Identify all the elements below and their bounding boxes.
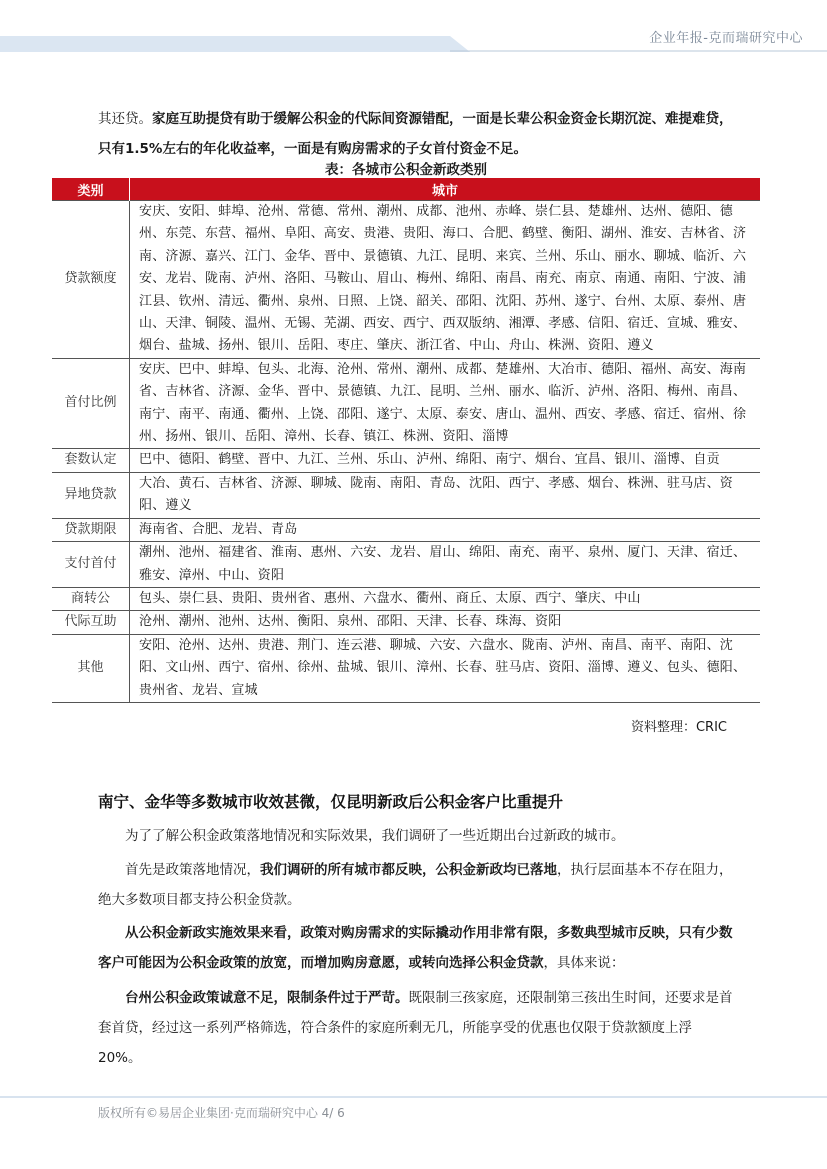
row-cities: 安庆、安阳、蚌埠、沧州、常德、常州、潮州、成都、池州、赤峰、崇仁县、楚雄州、达州、德阳、德州、东莞、东营、福州、阜阳、高安、贵港、贵阳、海口、合肥、鹤壁、衡阳、湖州、淮安、吉林省、济南、济源、嘉兴、江门、金华、晋中、景德镇、九江、昆明、来宾、兰州、乐山、丽水、聊城、临沂、六安、龙岩、陇南、泸州、洛阳、马鞍山、眉山、梅州、绵阳、南昌、南充、南京、南通、南阳、宁波、浦江县、钦州、清远、衢州、泉州、日照、上饶、韶关、邵阳、沈阳、苏州、遂宁、台州、太原、泰州、唐山、天津、铜陵、温州、无锡、芜湖、西安、西宁、西双版纳、湘潭、孝感、信阳、宿迁、宣城、雅安、烟台、盐城、扬州、银川、岳阳、枣庄、肇庆、浙江省、中山、舟山、株洲、资阳、遵义 — [130, 201, 761, 359]
table-row — [52, 449, 760, 472]
footer-copyright: 版权所有©易居企业集团·克而瑞研究中心 4/ 6 — [98, 1106, 345, 1120]
intro-bold: 家庭互助提贷有助于缓解公积金的代际间资源错配，一面是长辈公积金资金长期沉淀、难提难贷，只有1.5%左右的年化收益率，一面是有购房需求的子女首付资金不足。 — [98, 111, 733, 157]
row-category: 贷款期限 — [52, 518, 130, 541]
table-row — [52, 587, 760, 610]
table-source: 资料整理：CRIC — [630, 720, 727, 735]
table-header-row — [52, 178, 760, 201]
header-title: 企业年报-克而瑞研究中心 — [649, 31, 803, 46]
intro-paragraph — [98, 104, 738, 164]
intro-plain: 其还贷。 — [98, 111, 152, 127]
row-category: 其他 — [52, 634, 130, 702]
table-row — [52, 472, 760, 518]
row-cities: 潮州、池州、福建省、淮南、惠州、六安、龙岩、眉山、绵阳、南充、南平、泉州、厦门、天津、宿迁、雅安、漳州、中山、资阳 — [130, 542, 761, 588]
header-category: 类别 — [52, 178, 130, 201]
table-row — [52, 542, 760, 588]
row-cities: 包头、崇仁县、贵阳、贵州省、惠州、六盘水、衢州、商丘、太原、西宁、肇庆、中山 — [130, 587, 761, 610]
footer-divider — [0, 1096, 827, 1098]
header-cities: 城市 — [130, 178, 761, 201]
paragraph-4 — [98, 983, 738, 1073]
row-cities: 海南省、合肥、龙岩、青岛 — [130, 518, 761, 541]
p3-bold: 从公积金新政实施效果来看，政策对购房需求的实际撬动作用非常有限，多数典型城市反映，只有少数客户可能因为公积金政策的放宽，而增加购房意愿，或转向选择公积金贷款 — [98, 925, 733, 971]
row-cities: 沧州、潮州、池州、达州、衡阳、泉州、邵阳、天津、长春、珠海、资阳 — [130, 611, 761, 634]
paragraph-3 — [98, 918, 738, 978]
row-cities: 大冶、黄石、吉林省、济源、聊城、陇南、南阳、青岛、沈阳、西宁、孝感、烟台、株洲、驻马店、资阳、遵义 — [130, 472, 761, 518]
row-category: 贷款额度 — [52, 201, 130, 359]
row-category: 异地贷款 — [52, 472, 130, 518]
table-row — [52, 358, 760, 449]
table-row — [52, 518, 760, 541]
paragraph-2 — [98, 855, 738, 915]
table-row — [52, 201, 760, 359]
table-row — [52, 611, 760, 634]
paragraph-1: 为了了解公积金政策落地情况和实际效果，我们调研了一些近期出台过新政的城市。 — [125, 828, 625, 844]
p4-plain: 既限制三孩家庭，还限制第三孩出生时间，还要求是首套首贷，经过这一系列严格筛选，符合条件的家庭所剩无几，所能享受的优惠也仅限于贷款额度上浮 20%。 — [98, 990, 733, 1066]
table-caption: 表：各城市公积金新政类别 — [325, 162, 487, 178]
row-cities: 安阳、沧州、达州、贵港、荆门、连云港、聊城、六安、六盘水、陇南、泸州、南昌、南平、南阳、沈阳、文山州、西宁、宿州、徐州、盐城、银川、漳州、长春、驻马店、资阳、淄博、遵义、包头、德阳、贵州省、龙岩、宣城 — [130, 634, 761, 702]
p2-plain-c: ，执行层面基本不存在阻力，绝大多数项目都支持公积金贷款。 — [98, 862, 733, 908]
row-category: 支付首付 — [52, 542, 130, 588]
p2-bold: 我们调研的所有城市都反映，公积金新政均已落地 — [260, 862, 557, 878]
policy-table — [52, 178, 760, 703]
p2-plain-a: 首先是政策落地情况， — [125, 862, 260, 878]
row-category: 商转公 — [52, 587, 130, 610]
row-category: 代际互助 — [52, 611, 130, 634]
table-row — [52, 634, 760, 702]
section-title: 南宁、金华等多数城市收效甚微，仅昆明新政后公积金客户比重提升 — [98, 793, 564, 811]
row-cities: 巴中、德阳、鹤壁、晋中、九江、兰州、乐山、泸州、绵阳、南宁、烟台、宜昌、银川、淄博、自贡 — [130, 449, 761, 472]
row-cities: 安庆、巴中、蚌埠、包头、北海、沧州、常州、潮州、成都、楚雄州、大冶市、德阳、福州、高安、海南省、吉林省、济源、金华、晋中、景德镇、九江、昆明、兰州、丽水、临沂、泸州、洛阳、梅州、南昌、南宁、南平、南通、衢州、上饶、邵阳、遂宁、太原、泰安、唐山、温州、西安、孝感、宿迁、宿州、徐州、扬州、银川、岳阳、漳州、长春、镇江、株洲、资阳、淄博 — [130, 358, 761, 449]
p3-plain: ，具体来说： — [543, 955, 625, 971]
row-category: 套数认定 — [52, 449, 130, 472]
row-category: 首付比例 — [52, 358, 130, 449]
p4-bold: 台州公积金政策诚意不足，限制条件过于严苛。 — [125, 990, 409, 1006]
